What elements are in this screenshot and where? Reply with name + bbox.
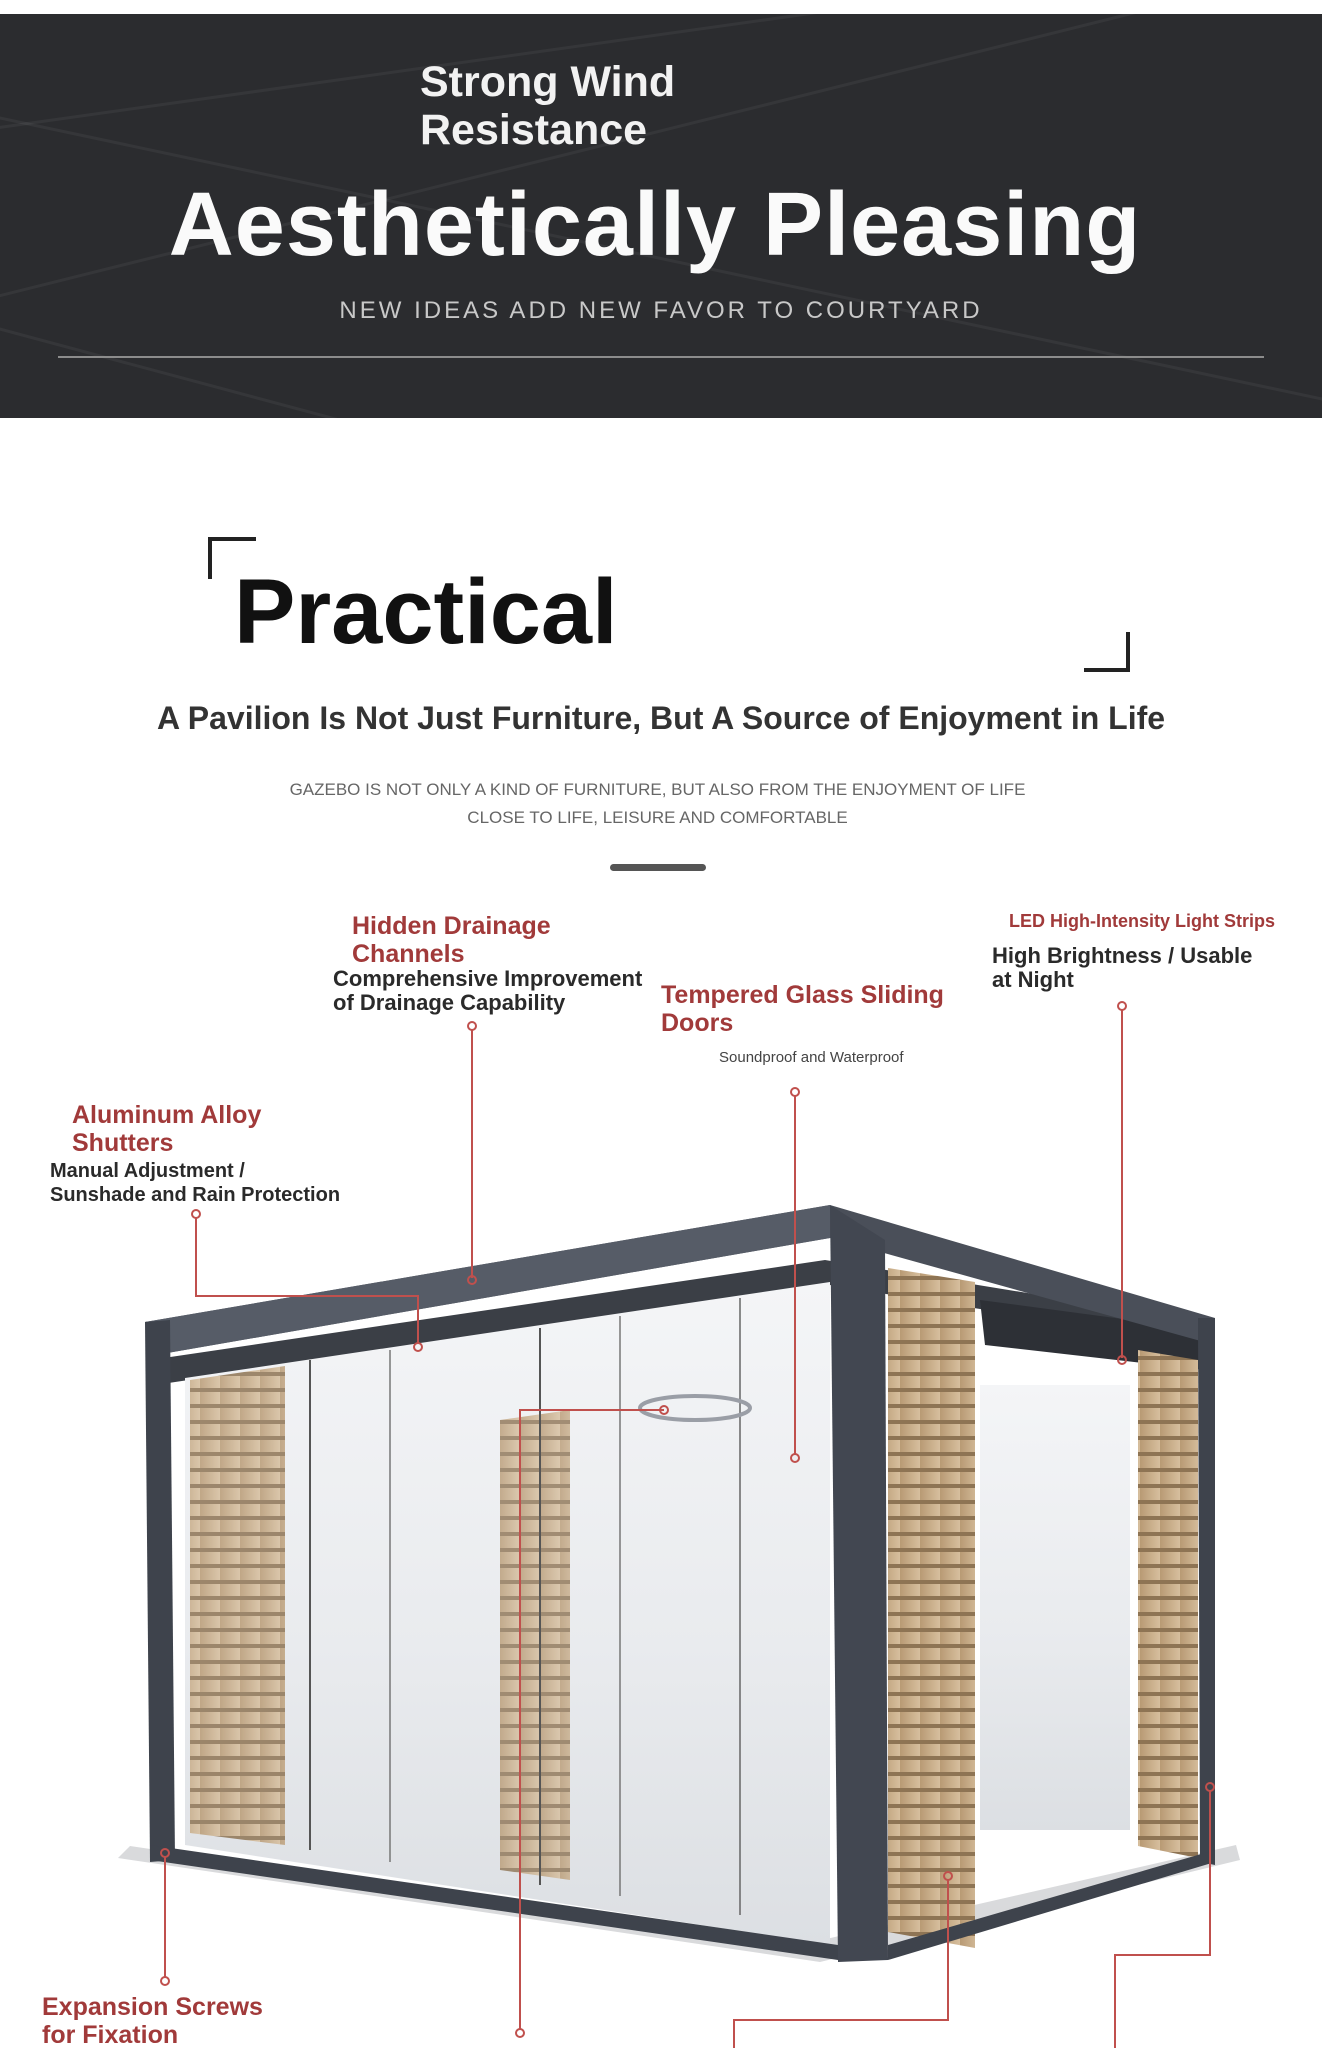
feature-drainage-title <box>352 912 551 968</box>
section-divider-pill <box>610 864 706 871</box>
feature-shutters-desc <box>50 1159 340 1207</box>
feature-glass-title-line2: Doors <box>661 1009 734 1037</box>
feature-drainage-desc-line1: Comprehensive Improvement <box>333 966 643 991</box>
feature-screws-title-line1: Expansion Screws <box>42 1993 263 2021</box>
feature-shutters-title-line1: Aluminum Alloy <box>72 1101 262 1129</box>
feature-shutters-desc-line1: Manual Adjustment / <box>50 1160 245 1182</box>
feature-screws-title <box>42 1993 263 2049</box>
hero-banner <box>0 14 1322 418</box>
title-corner-bracket-bottom-right <box>1084 632 1130 672</box>
feature-led-desc <box>992 944 1252 992</box>
section-description-line1: GAZEBO IS NOT ONLY A KIND OF FURNITURE, BUT ALSO FROM THE ENJOYMENT OF LIFE <box>289 780 1026 799</box>
banner-big-title: Aesthetically Pleasing <box>168 175 1142 275</box>
section-description-line2: CLOSE TO LIFE, LEISURE AND COMFORTABLE <box>467 808 848 827</box>
pavilion-illustration <box>0 1110 1322 2048</box>
section-headline: A Pavilion Is Not Just Furniture, But A Source of Enjoyment in Life <box>156 700 1166 736</box>
feature-shutters-desc-line2: Sunshade and Rain Protection <box>50 1184 341 1206</box>
feature-shutters-title-line2: Shutters <box>72 1129 174 1157</box>
feature-led-desc-line2: at Night <box>992 967 1074 992</box>
banner-texture <box>0 274 1322 418</box>
feature-drainage-title-line2: Channels <box>352 940 465 968</box>
section-title: Practical <box>234 561 618 663</box>
feature-glass-desc: Soundproof and Waterproof <box>719 1049 904 1066</box>
feature-led-title: LED High-Intensity Light Strips <box>1009 911 1275 931</box>
feature-screws-title-line2: for Fixation <box>42 2021 179 2049</box>
feature-drainage-desc <box>333 967 642 1015</box>
feature-led-desc-line1: High Brightness / Usable <box>992 943 1253 968</box>
banner-divider <box>58 356 1264 358</box>
feature-glass-title <box>661 981 944 1037</box>
banner-subtitle: NEW IDEAS ADD NEW FAVOR TO COURTYARD <box>339 297 983 324</box>
banner-small-title-line2: Resistance <box>420 106 648 154</box>
feature-shutters-title <box>72 1101 261 1157</box>
feature-drainage-desc-line2: of Drainage Capability <box>333 990 566 1015</box>
feature-drainage-title-line1: Hidden Drainage <box>352 912 551 940</box>
banner-small-title-line1: Strong Wind <box>420 58 676 106</box>
banner-small-title <box>420 58 675 154</box>
feature-glass-title-line1: Tempered Glass Sliding <box>661 981 944 1009</box>
